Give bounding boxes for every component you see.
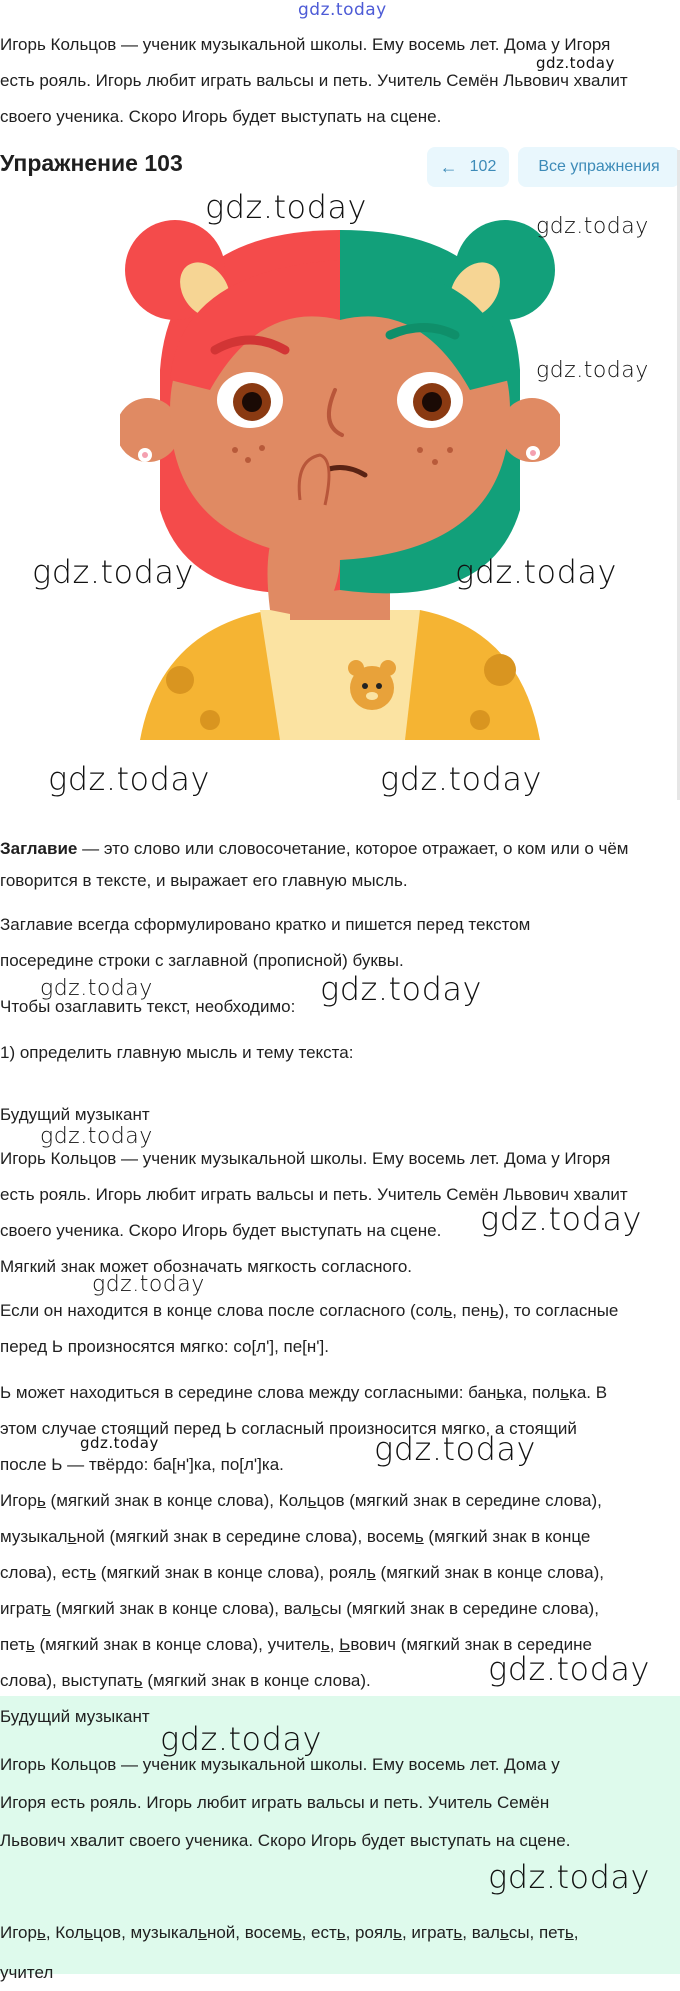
intro-line-2: есть рояль. Игорь любит играть вальсы и петь. Учитель Семён Львович хвалит [0,71,628,90]
story-line-2: есть рояль. Игорь любит играть вальсы и петь. Учитель Семён Львович хвалит [0,1185,628,1204]
rule-line-1: Заглавие всегда сформулировано кратко и пишется перед текстом [0,915,531,934]
soft-sign-mid-3: после Ь — твёрдо: ба[н']ка, по[л']ка. [0,1455,284,1474]
definition-line-2: говорится в тексте, и выражает его главную мысль. [0,871,408,890]
exercise-title: Упражнение 103 [0,150,183,176]
term: Заглавие [0,839,78,858]
answer-words: Игорь, Кольцов, музыкальной, восемь, есть, рояль, играть, вальсы, петь, [0,1923,579,1942]
watermark: gdz.today [40,976,153,1001]
soft-sign-mid-1: Ь может находиться в середине слова между согласными: банька, полька. В [0,1383,608,1402]
arrow-left-icon: ← [439,156,458,177]
soft-sign-end-2: перед Ь произносятся мягко: со[л'], пе[н']. [0,1337,329,1356]
need-text: Чтобы озаглавить текст, необходимо: [0,997,296,1016]
watermark: gdz.today [480,1200,642,1238]
all-exercises-button[interactable]: Все упражнения [518,147,680,187]
story-title: Будущий музыкант [0,1105,150,1124]
watermark: gdz.today [488,1650,650,1688]
analysis-line-4: играть (мягкий знак в конце слова), вальсы (мягкий знак в середине слова), [0,1599,599,1618]
step-1: 1) определить главную мысль и тему текста: [0,1043,354,1062]
analysis-line-2: музыкальной (мягкий знак в середине слова), восемь (мягкий знак в конце [0,1527,591,1546]
watermark: gdz.today [536,358,649,383]
watermark: gdz.today [488,1858,650,1896]
watermark: gdz.today [160,1720,322,1758]
watermark: gdz.today [32,553,194,591]
watermark: gdz.today [48,760,210,798]
watermark: gdz.today [40,1124,153,1149]
rule-line-2: посередине строки с заглавной (прописной) буквы. [0,951,404,970]
story-line-3: своего ученика. Скоро Игорь будет выступать на сцене. [0,1221,442,1240]
prev-exercise-label: 102 [469,158,497,175]
answer-line-1: Игорь Кольцов — ученик музыкальной школы. Ему восемь лет. Дома у [0,1755,560,1774]
watermark: gdz.today [92,1272,205,1297]
analysis-line-5: петь (мягкий знак в конце слова), учитель, Ьвович (мягкий знак в середине [0,1635,592,1654]
soft-sign-end-1: Если он находится в конце слова после согласного (соль, пень), то согласные [0,1301,619,1320]
intro-line-1: Игорь Кольцов — ученик музыкальной школы. Ему восемь лет. Дома у Игоря [0,35,611,54]
answer-line-3: Львович хвалит своего ученика. Скоро Игорь будет выступать на сцене. [0,1831,571,1850]
watermark: gdz.today [320,970,482,1008]
answer-words-2: учител [0,1963,54,1982]
watermark: gdz.today [536,214,649,239]
analysis-line-3: слова), есть (мягкий знак в конце слова), рояль (мягкий знак в конце слова), [0,1563,604,1582]
answer-line-2: Игоря есть рояль. Игорь любит играть вальсы и петь. Учитель Семён [0,1793,550,1812]
analysis-line-6: слова), выступать (мягкий знак в конце слова). [0,1671,371,1690]
watermark: gdz.today [80,1434,159,1452]
watermark: gdz.today [205,188,367,226]
watermark: gdz.today [380,760,542,798]
soft-sign-rule: Мягкий знак может обозначать мягкость согласного. [0,1257,413,1276]
watermark: gdz.today [298,0,387,20]
answer-title: Будущий музыкант [0,1707,150,1726]
prev-exercise-button[interactable] [427,147,509,187]
intro-line-3: своего ученика. Скоро Игорь будет выступать на сцене. [0,107,442,126]
analysis-line-1: Игорь (мягкий знак в конце слова), Кольцов (мягкий знак в середине слова), [0,1491,602,1510]
definition-line-1: Заглавие — это слово или словосочетание, которое отражает, о ком или о чём [0,839,629,858]
watermark: gdz.today [374,1430,536,1468]
watermark: gdz.today [536,54,615,72]
soft-sign-mid-2: этом случае стоящий перед Ь согласный произносится мягко, а стоящий [0,1419,577,1438]
story-line-1: Игорь Кольцов — ученик музыкальной школы. Ему восемь лет. Дома у Игоря [0,1149,611,1168]
watermark: gdz.today [455,553,617,591]
thinking-girl-illustration [120,210,560,750]
